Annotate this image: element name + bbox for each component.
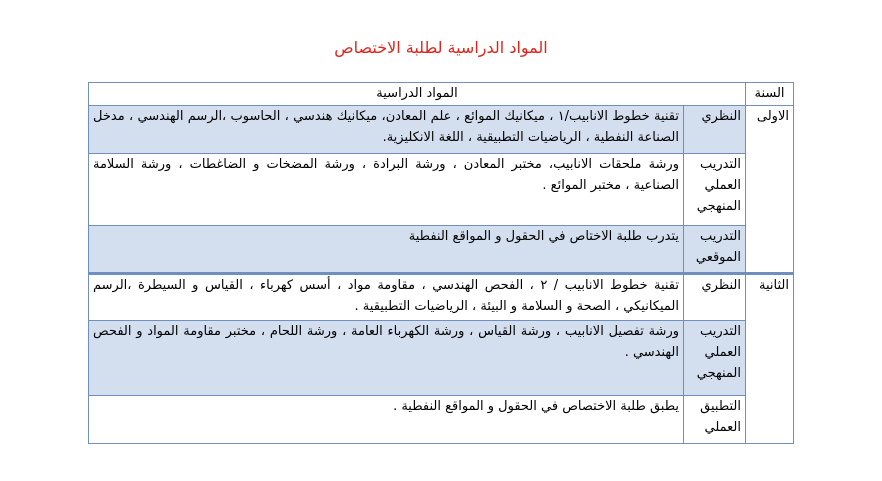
page-title: المواد الدراسية لطلبة الاختصاص (334, 38, 548, 57)
type-cell: التدريب الموقعي (684, 226, 746, 274)
curriculum-table (88, 82, 794, 444)
type-cell: التدريب العملي المنهجي (684, 154, 746, 226)
table-row (89, 396, 794, 444)
subjects-cell: تقنية خطوط الانابيب / ٢ ، الفحص الهندسي ، مقاومة مواد ، أسس كهرباء ، القياس و السيطرة ،الرسم الميكانيكي ، الصحة و السلامة و البيئة ، الرياضيات التطبيقية . (89, 274, 684, 321)
subjects-cell: يتدرب طلبة الاختاص في الحقول و المواقع النفطية (89, 226, 684, 274)
type-cell: التطبيق العملي (684, 396, 746, 444)
table-row (89, 274, 794, 321)
type-cell: التدريب العملي المنهجي (684, 321, 746, 396)
type-cell: النظري (684, 274, 746, 321)
year-cell-first: الاولى (746, 106, 794, 274)
subjects-cell: ورشة ملحقات الانابيب، مختبر المعادن ، ورشة البرادة ، ورشة المضخات و الضاغطات ، ورشة السلامة الصناعية ، مختبر الموائع . (89, 154, 684, 226)
subjects-cell: تقنية خطوط الانابيب/١ ، ميكانيك الموائع ، علم المعادن، ميكانيك هندسي ، الحاسوب ،الرسم الهندسي ، مدخل الصناعة النفطية ، الرياضيات التطبيقية ، اللغة الانكليزية. (89, 106, 684, 154)
table-row (89, 321, 794, 396)
header-year: السنة (746, 83, 794, 106)
subjects-cell: ورشة تفصيل الانابيب ، ورشة القياس ، ورشة الكهرباء العامة ، ورشة اللحام ، مختبر مقاومة المواد و الفحص الهندسي . (89, 321, 684, 396)
subjects-cell: يطبق طلبة الاختصاص في الحقول و المواقع النفطية . (89, 396, 684, 444)
header-subjects: المواد الدراسية (89, 83, 746, 106)
table-header-row (89, 83, 794, 106)
year-cell-second: الثانية (746, 274, 794, 444)
table-row (89, 106, 794, 154)
table-row (89, 154, 794, 226)
type-cell: النظري (684, 106, 746, 154)
table-row (89, 226, 794, 274)
